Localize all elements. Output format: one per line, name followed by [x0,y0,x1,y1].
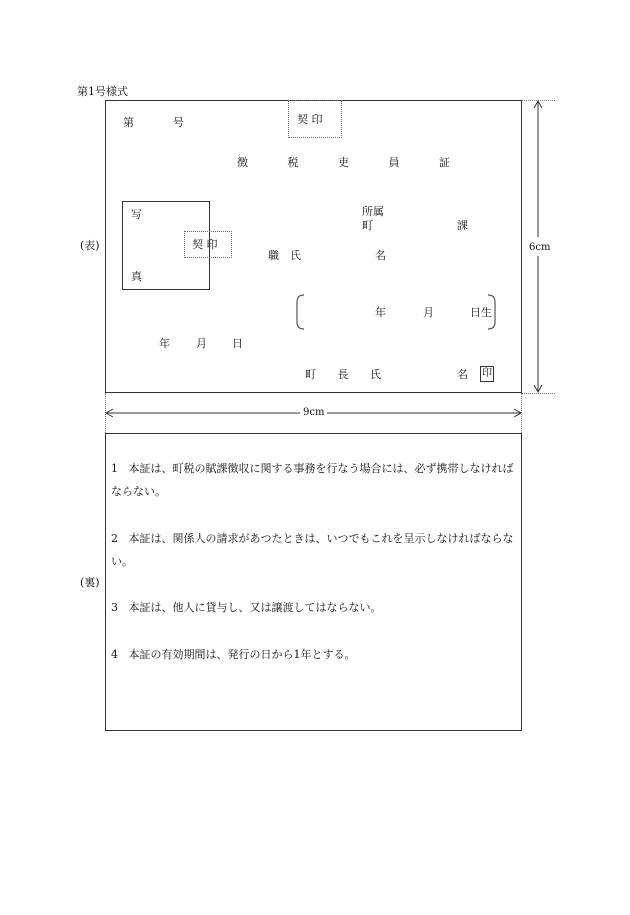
photo-seal-label: 契 印 [192,238,218,251]
height-guide-bottom [522,393,555,394]
rule-item-3 [111,596,519,619]
form-title: 第1号様式 [77,85,128,98]
name-char: 名 [375,249,386,262]
rule-text-4: 本証の有効期間は、発行の日から1年とする。 [128,648,356,661]
number-dai: 第 [123,116,134,129]
birth-year: 年 [375,306,386,319]
issue-year: 年 [159,337,170,350]
rule-num-3: 3 [111,601,118,614]
bracket-left [296,294,306,330]
photo-label-bottom: 真 [131,270,142,283]
section-char: 課 [457,219,468,232]
top-seal-label: 契 印 [297,113,323,126]
rule-num-1: 1 [111,462,118,475]
rule-num-4: 4 [111,648,118,661]
affiliation-label: 所属 [362,205,384,218]
rule-num-2: 2 [111,532,118,545]
back-side-label: (裏) [80,576,100,589]
photo-label-top: 写 [131,208,142,221]
job-name-label: 職氏 [268,249,312,262]
number-go: 号 [173,116,184,129]
birth-month: 月 [423,306,434,319]
mayor-name-char: 名 [457,368,468,381]
rule-item-1 [111,457,519,503]
card-title: 徴 税 吏 員 証 [237,156,468,169]
issue-month: 月 [196,337,207,350]
birth-day-born: 日生 [470,306,492,319]
mayor-label: 町 長 氏 [305,368,390,381]
front-side-label: (表) [80,239,100,252]
issue-day: 日 [232,337,243,350]
rule-item-2 [111,527,519,573]
rule-text-3: 本証は、他人に貸与し、又は譲渡してはならない。 [128,601,382,614]
rule-text-1: 本証は、町税の賦課徴収に関する事務を行なう場合には、必ず携帯しなければならない。 [111,462,514,498]
rule-item-4 [111,643,519,666]
rule-text-2: 本証は、関係人の請求があつたときは、いつでもこれを呈示しなければならない。 [111,532,514,568]
mayor-seal-char: 印 [482,368,492,379]
town-char: 町 [362,219,373,232]
width-label: 9cm [303,407,325,418]
height-label: 6cm [529,242,551,253]
